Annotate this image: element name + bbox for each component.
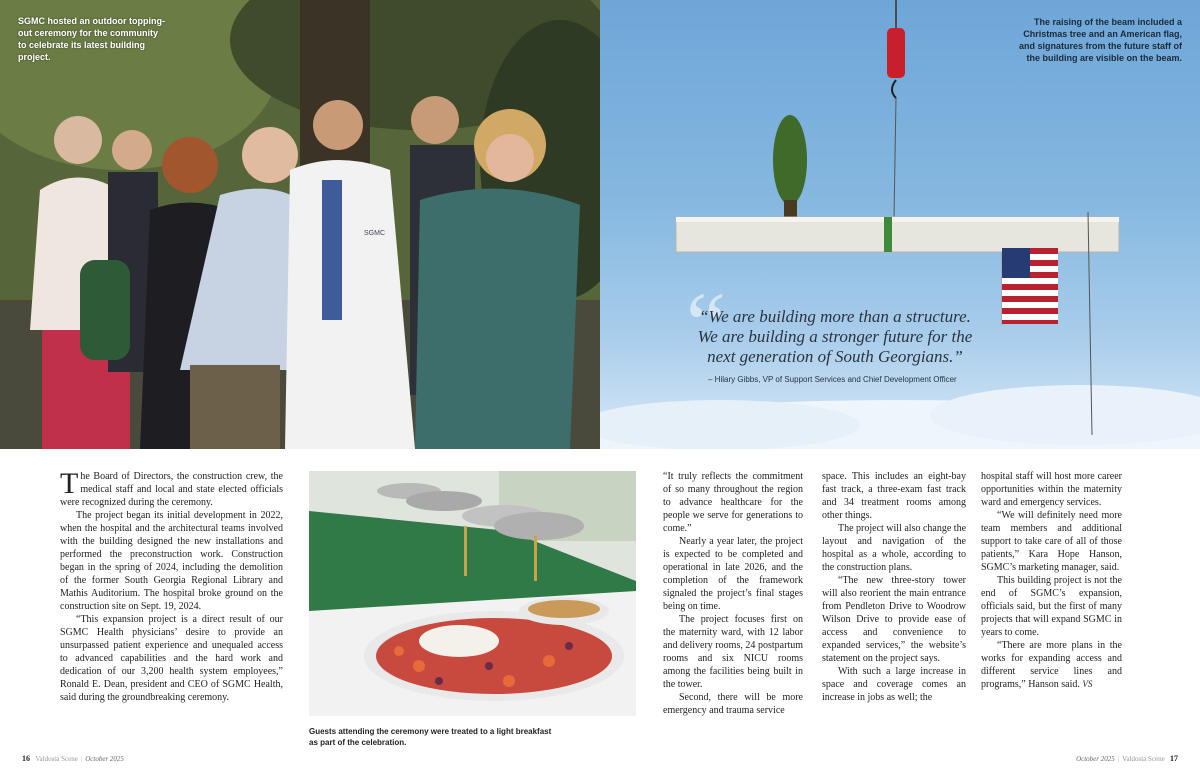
drop-cap: T xyxy=(60,467,79,500)
article-column-1 xyxy=(60,467,283,704)
article-column-4 xyxy=(822,470,966,704)
ceremony-photo-art xyxy=(0,0,600,449)
paragraph: The project will also change the layout and navigation of the hospital as a whole, according to the construction plans. xyxy=(822,523,967,573)
page-number-right: 17 xyxy=(1170,754,1178,763)
paragraph: This building project is not the end of SGMC’s expansion, officials said, but the first of many projects that will expand SGMC in years to come. xyxy=(981,575,1122,638)
paragraph: The project focuses first on the maternity ward, with 12 labor and delivery rooms, 24 postpartum rooms and six NICU rooms among the facilities being built in the tower. xyxy=(663,614,803,690)
footer-left xyxy=(22,754,124,763)
breakfast-photo xyxy=(309,471,636,716)
end-mark-icon: VS xyxy=(1082,679,1093,689)
article-column-3 xyxy=(663,470,803,717)
paragraph: space. This includes an eight-bay fast track, a three-exam fast track and 34 treatment rooms among other things. xyxy=(822,471,966,521)
breakfast-photo-art xyxy=(309,471,636,716)
page-number-left: 16 xyxy=(22,754,30,763)
paragraph: With such a large increase in space and coverage comes an increase in jobs as well; the xyxy=(822,666,966,703)
breakfast-caption: Guests attending the ceremony were treated to a light breakfast as part of the celebration. xyxy=(309,727,552,747)
paragraph: “It truly reflects the commitment of so many throughout the region to advance healthcare for the people we serve for generations to come.” xyxy=(663,471,803,534)
paragraph: “This expansion project is a direct result of our SGMC Health physicians’ desire to provide an unsurpassed patient experience and unequaled access to advanced capabilities and the hard work and dedication of our 3,200 health system employees,” Ronald E. Dean, president and CEO of SGMC Health, said during the groundbreaking ceremony. xyxy=(60,614,283,703)
paragraph: Second, there will be more emergency and trauma service xyxy=(663,692,803,716)
footer-separator: | xyxy=(80,755,83,763)
ceremony-photo xyxy=(0,0,600,449)
magazine-name-left: Valdosta Scene xyxy=(35,755,78,763)
issue-date-left: October 2025 xyxy=(85,755,124,763)
paragraph: he Board of Directors, the construction crew, the medical staff and local and state elected officials were recognized during the ceremony. xyxy=(60,471,283,508)
paragraph: The project began its initial development in 2022, when the hospital and the architectural teams involved with the building designed the new installations and performed the preconstruction work. Construction began in the spring of 2024, including the demolition of the former South Georgia Regional Library and Mathis Auditorium. The hospital broke ground on the construction site on Sept. 19, 2024. xyxy=(60,510,283,612)
article-column-5 xyxy=(981,470,1122,691)
paragraph: “There are more plans in the works for expanding access and different service lines and programs,” Hanson said. xyxy=(981,640,1122,690)
paragraph: “We will definitely need more team members and additional support to take care of all of those patients,” Kara Hope Hanson, SGMC’s marketing manager, said. xyxy=(981,510,1122,573)
coat-logo: SGMC xyxy=(364,230,385,237)
beam-caption: The raising of the beam included a Christmas tree and an American flag, and signatures from the future staff of the building are visible on the beam. xyxy=(1018,17,1182,63)
ceremony-caption: SGMC hosted an outdoor topping-out ceremony for the community to celebrate its latest building project. xyxy=(18,16,165,62)
footer-right xyxy=(1076,754,1178,763)
footer-separator: | xyxy=(1117,755,1120,763)
paragraph: Nearly a year later, the project is expected to be completed and operational in late 2026, and the completion of the framework signaled the project’s final stages being on time. xyxy=(663,536,803,612)
pull-quote: “We are building more than a structure. We are building a stronger future for the next generation of South Georgians.” xyxy=(697,307,973,366)
issue-date-right: October 2025 xyxy=(1076,755,1115,763)
paragraph: hospital staff will host more career opportunities within the maternity ward and emergency services. xyxy=(981,471,1122,508)
magazine-name-right: Valdosta Scene xyxy=(1122,755,1165,763)
quote-mark-icon: “ xyxy=(686,275,726,374)
pull-quote-attribution: – Hilary Gibbs, VP of Support Services and Chief Development Officer xyxy=(708,375,957,384)
paragraph: “The new three-story tower will also reorient the main entrance from Pendleton Drive to Woodrow Wilson Drive to provide ease of access and convenience to expanded services,” the website’s statement on the project says. xyxy=(822,575,966,664)
